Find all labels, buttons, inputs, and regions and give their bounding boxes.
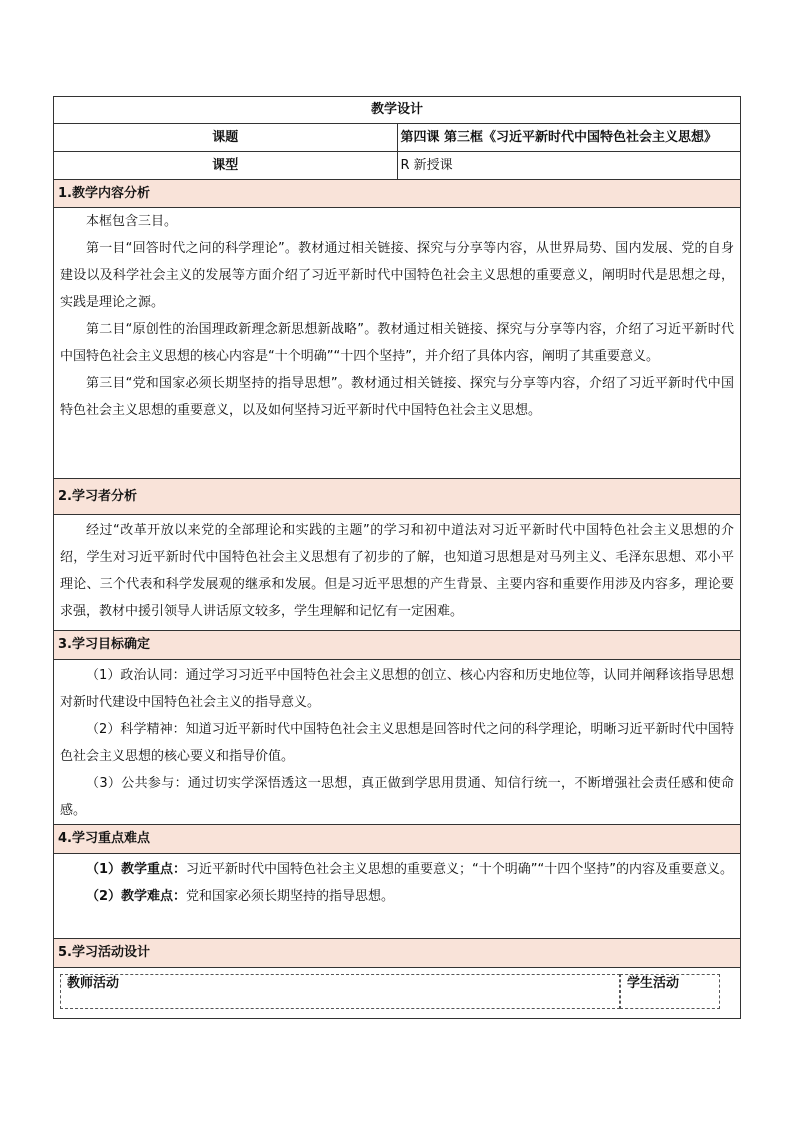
activity-design-area — [54, 968, 741, 1019]
topic-label: 课题 — [54, 124, 398, 152]
paragraph: 第三目“党和国家必须长期坚持的指导思想”。教材通过相关链接、探究与分享等内容，介绍了习近平新时代中国特色社会主义思想的重要意义，以及如何坚持习近平新时代中国特色社会主义思想。 — [60, 376, 734, 418]
paragraph: 本框包含三目。 — [86, 214, 178, 229]
difficulty-item — [60, 883, 734, 910]
section-heading-learner-analysis: 2.学习者分析 — [54, 479, 741, 515]
key-point-item — [60, 856, 734, 883]
section-body-learning-goals — [54, 660, 741, 825]
goal-item: （1）政治认同：通过学习习近平中国特色社会主义思想的创立、核心内容和历史地位等，认同并阐释该指导思想对新时代建设中国特色社会主义的指导意义。 — [60, 668, 734, 710]
section-body-content-analysis — [54, 208, 741, 479]
paragraph: 经过“改革开放以来党的全部理论和实践的主题”的学习和初中道法对习近平新时代中国特色社会主义思想的介绍，学生对习近平新时代中国特色社会主义思想有了初步的了解，也知道习思想是对马列主义、毛泽东思想、邓小平理论、三个代表和科学发展观的继承和发展。但是习近平思想的产生背景、主要内容和重要作用涉及内容多，理论要求强，教材中援引领导人讲话原文较多，学生理解和记忆有一定困难。 — [60, 523, 734, 619]
paragraph: 第二目“原创性的治国理政新理念新思想新战略”。教材通过相关链接、探究与分享等内容，介绍了习近平新时代中国特色社会主义思想的核心内容是“十个明确”“十四个坚持”，并介绍了具体内容，阐明了其重要意义。 — [60, 322, 734, 364]
difficulty-label: （2）教学难点： — [86, 889, 187, 904]
section-heading-content-analysis: 1.教学内容分析 — [54, 180, 741, 208]
lesson-design-table — [53, 96, 741, 1019]
goal-item: （3）公共参与：通过切实学深悟透这一思想，真正做到学思用贯通、知信行统一，不断增强社会责任感和使命感。 — [60, 776, 734, 818]
section-body-key-points — [54, 854, 741, 939]
paragraph: 第一目“回答时代之问的科学理论”。教材通过相关链接、探究与分享等内容，从世界局势、国内发展、党的自身建设以及科学社会主义的发展等方面介绍了习近平新时代中国特色社会主义思想的重要意义，阐明时代是思想之母，实践是理论之源。 — [60, 241, 734, 310]
section-heading-learning-goals: 3.学习目标确定 — [54, 631, 741, 660]
goal-item: （2）科学精神：知道习近平新时代中国特色社会主义思想是回答时代之问的科学理论，明晰习近平新时代中国特色社会主义思想的核心要义和指导价值。 — [60, 722, 734, 764]
teacher-activity-label: 教师活动 — [67, 976, 120, 991]
key-point-label: （1）教学重点： — [86, 862, 187, 877]
topic-value: 第四课 第三框《习近平新时代中国特色社会主义思想》 — [397, 124, 741, 152]
student-activity-label: 学生活动 — [627, 976, 680, 991]
key-point-text: 习近平新时代中国特色社会主义思想的重要意义；“十个明确”“十四个坚持”的内容及重要意义。 — [186, 862, 733, 877]
section-heading-activity-design: 5.学习活动设计 — [54, 939, 741, 968]
section-heading-key-points: 4.学习重点难点 — [54, 825, 741, 854]
student-activity-column — [620, 974, 720, 1009]
section-body-learner-analysis — [54, 515, 741, 631]
lesson-design-document — [53, 96, 741, 1019]
lesson-type-label: 课型 — [54, 152, 398, 180]
table-title: 教学设计 — [54, 97, 741, 124]
difficulty-text: 党和国家必须长期坚持的指导思想。 — [186, 889, 395, 904]
lesson-type-value: R 新授课 — [397, 152, 741, 180]
teacher-activity-column — [60, 974, 620, 1009]
